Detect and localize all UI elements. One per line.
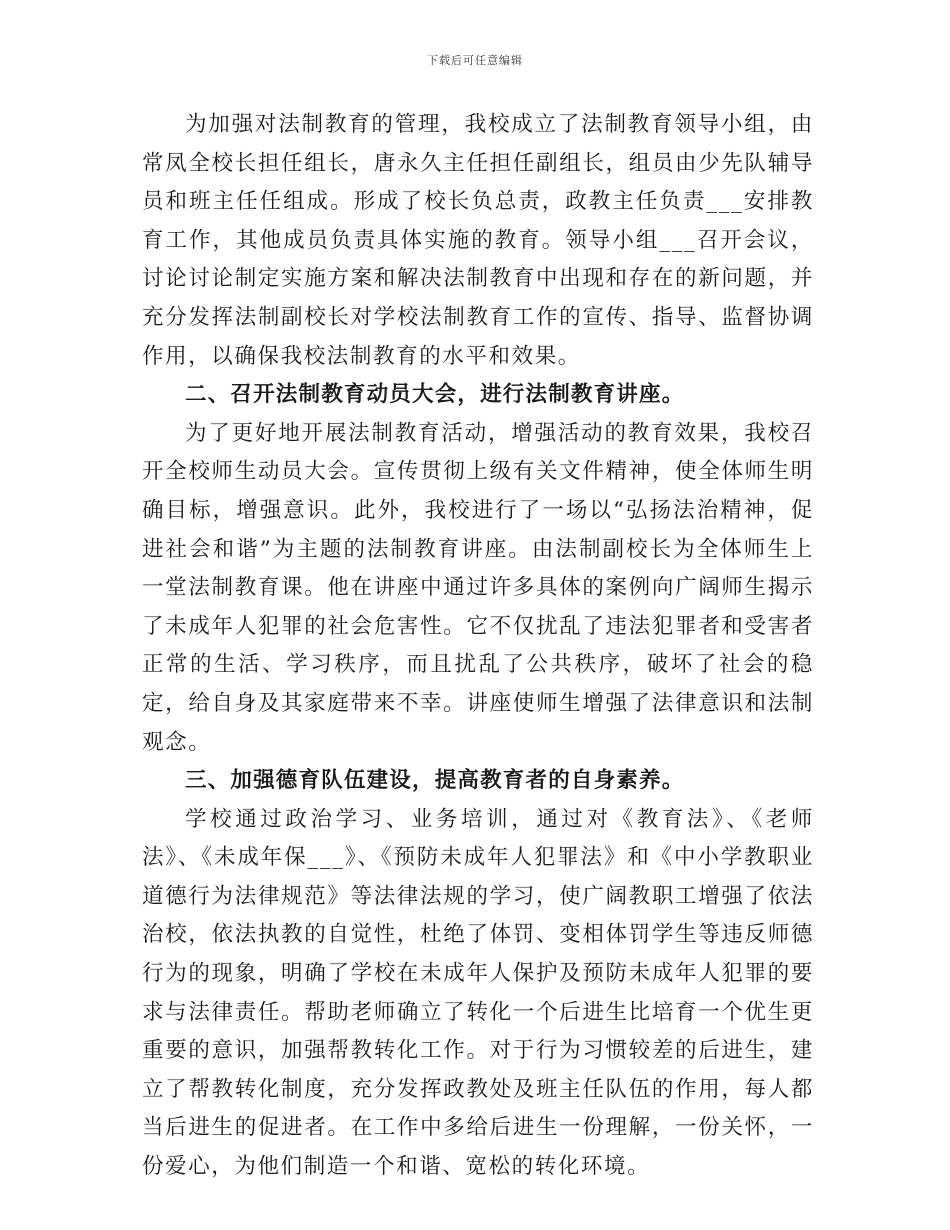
- document-body: [142, 106, 814, 1187]
- section-heading-mobilization-meeting: 二、召开法制教育动员大会，进行法制教育讲座。: [185, 382, 685, 408]
- section-heading-moral-education-team: 三、加强德育队伍建设，提高教育者的自身素养。: [185, 768, 685, 794]
- page-header: 下载后可任意编辑: [427, 54, 523, 67]
- paragraph-mobilization-lecture: 为了更好地开展法制教育活动，增强活动的教育效果，我校召开全校师生动员大会。宣传贯彻上级有关文件精神，使全体师生明确目标，增强意识。此外，我校进行了一场以“弘扬法治精神，促进社会和谐”为主题的法制教育讲座。由法制副校长为全体师生上一堂法制教育课。他在讲座中通过许多具体的案例向广阔师生揭示了未成年人犯罪的社会危害性。它不仅扰乱了违法犯罪者和受害者正常的生活、学习秩序，而且扰乱了公共秩序，破坏了社会的稳定，给自身及其家庭带来不幸。讲座使师生增强了法律意识和法制观念。: [142, 420, 814, 755]
- paragraph-leadership-group: 为加强对法制教育的管理，我校成立了法制教育领导小组，由常凤全校长担任组长，唐永久主任担任副组长，组员由少先队辅导员和班主任任组成。形成了校长负总责，政教主任负责___安排教育工作，其他成员负责具体实施的教育。领导小组___召开会议，讨论讨论制定实施方案和解决法制教育中出现和存在的新问题，并充分发挥法制副校长对学校法制教育工作的宣传、指导、监督协调作用，以确保我校法制教育的水平和效果。: [142, 112, 814, 369]
- paragraph-teacher-training: 学校通过政治学习、业务培训，通过对《教育法》、《老师法》、《未成年保___》、《预防未成年人犯罪法》和《中小学教职业道德行为法律规范》等法律法规的学习，使广阔教职工增强了依法治校，依法执教的自觉性，杜绝了体罚、变相体罚学生等违反师德行为的现象，明确了学校在未成年人保护及预防未成年人犯罪的要求与法律责任。帮助老师确立了转化一个后进生比培育一个优生更重要的意识，加强帮教转化工作。对于行为习惯较差的后进生，建立了帮教转化制度，充分发挥政教处及班主任队伍的作用，每人都当后进生的促进者。在工作中多给后进生一份理解，一份关怀，一份爱心，为他们制造一个和谐、宽松的转化环境。: [142, 806, 814, 1180]
